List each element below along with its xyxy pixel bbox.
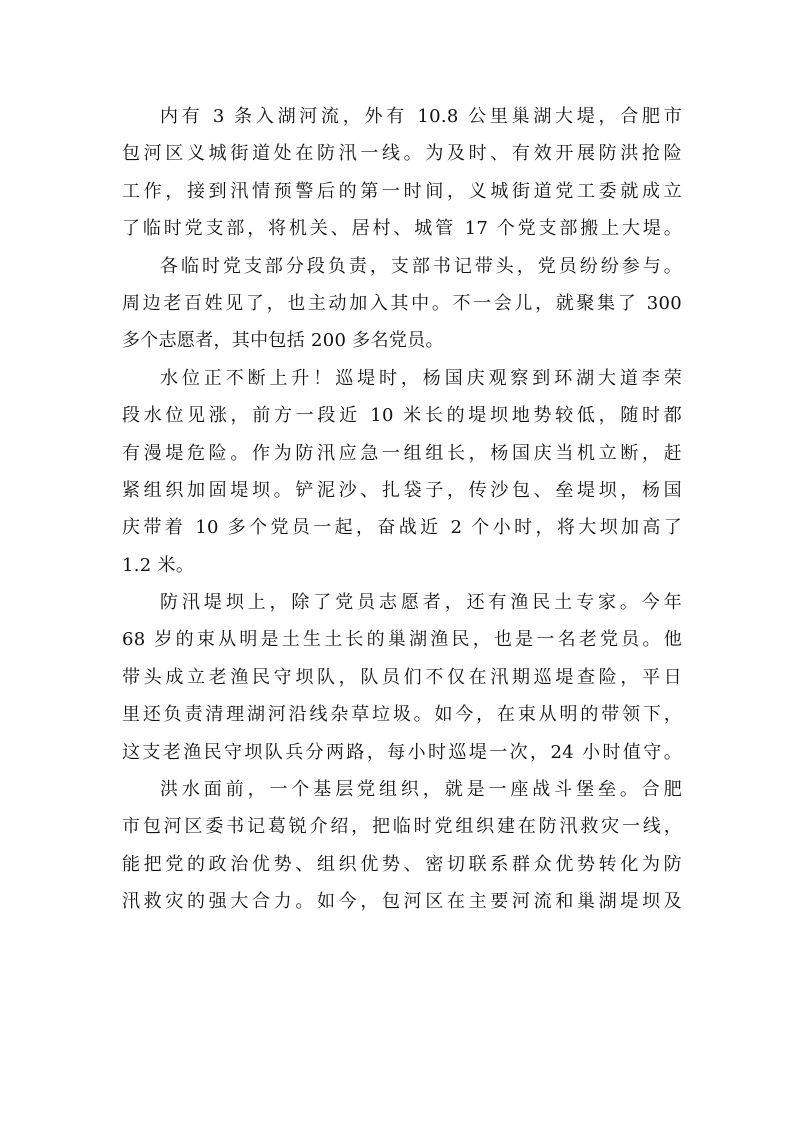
text-line: 内有 3 条入湖河流，外有 10.8 公里巢湖大堤，合肥市 [160, 106, 682, 127]
text-line: 有漫堤危险。作为防汛应急一组组长，杨国庆当机立断，赶 [122, 442, 682, 464]
text-line: 紧组织加固堤坝。铲泥沙、扎袋子，传沙包、垒堤坝，杨国 [122, 479, 682, 501]
text-line: 这支老渔民守坝队兵分两路，每小时巡堤一次，24 小时值守。 [122, 741, 682, 763]
text-line: 汛救灾的强大合力。如今，包河区在主要河流和巢湖堤坝及 [122, 891, 682, 913]
text-line: 里还负责清理湖河沿线杂草垃圾。如今，在束从明的带领下， [122, 704, 682, 726]
text-line: 包河区义城街道处在防汛一线。为及时、有效开展防洪抢险 [122, 143, 682, 165]
text-line: 段水位见涨，前方一段近 10 米长的堤坝地势较低，随时都 [122, 405, 682, 427]
text-line: 周边老百姓见了，也主动加入其中。不一会儿，就聚集了 300 [122, 292, 682, 314]
text-line: 多个志愿者，其中包括 200 多名党员。 [122, 330, 444, 352]
text-line: 水位正不断上升！巡堤时，杨国庆观察到环湖大道李荣 [160, 367, 682, 389]
text-line: 洪水面前，一个基层党组织，就是一座战斗堡垒。合肥 [160, 779, 682, 801]
text-line: 防汛堤坝上，除了党员志愿者，还有渔民土专家。今年 [160, 592, 682, 614]
text-line: 1.2 米。 [122, 554, 195, 576]
text-line: 能把党的政治优势、组织优势、密切联系群众优势转化为防 [122, 853, 682, 875]
text-line: 68 岁的束从明是土生土长的巢湖渔民，也是一名老党员。他 [122, 629, 682, 651]
text-line: 各临时党支部分段负责，支部书记带头，党员纷纷参与。 [160, 255, 682, 277]
text-line: 了临时党支部，将机关、居村、城管 17 个党支部搬上大堤。 [122, 218, 682, 240]
text-line: 庆带着 10 多个党员一起，奋战近 2 个小时，将大坝加高了 [122, 517, 682, 539]
text-line: 工作，接到汛情预警后的第一时间，义城街道党工委就成立 [122, 180, 682, 202]
document-body [122, 98, 682, 921]
text-line: 带头成立老渔民守坝队，队员们不仅在汛期巡堤查险，平日 [122, 666, 682, 688]
text-line: 市包河区委书记葛锐介绍，把临时党组织建在防汛救灾一线， [122, 816, 682, 838]
